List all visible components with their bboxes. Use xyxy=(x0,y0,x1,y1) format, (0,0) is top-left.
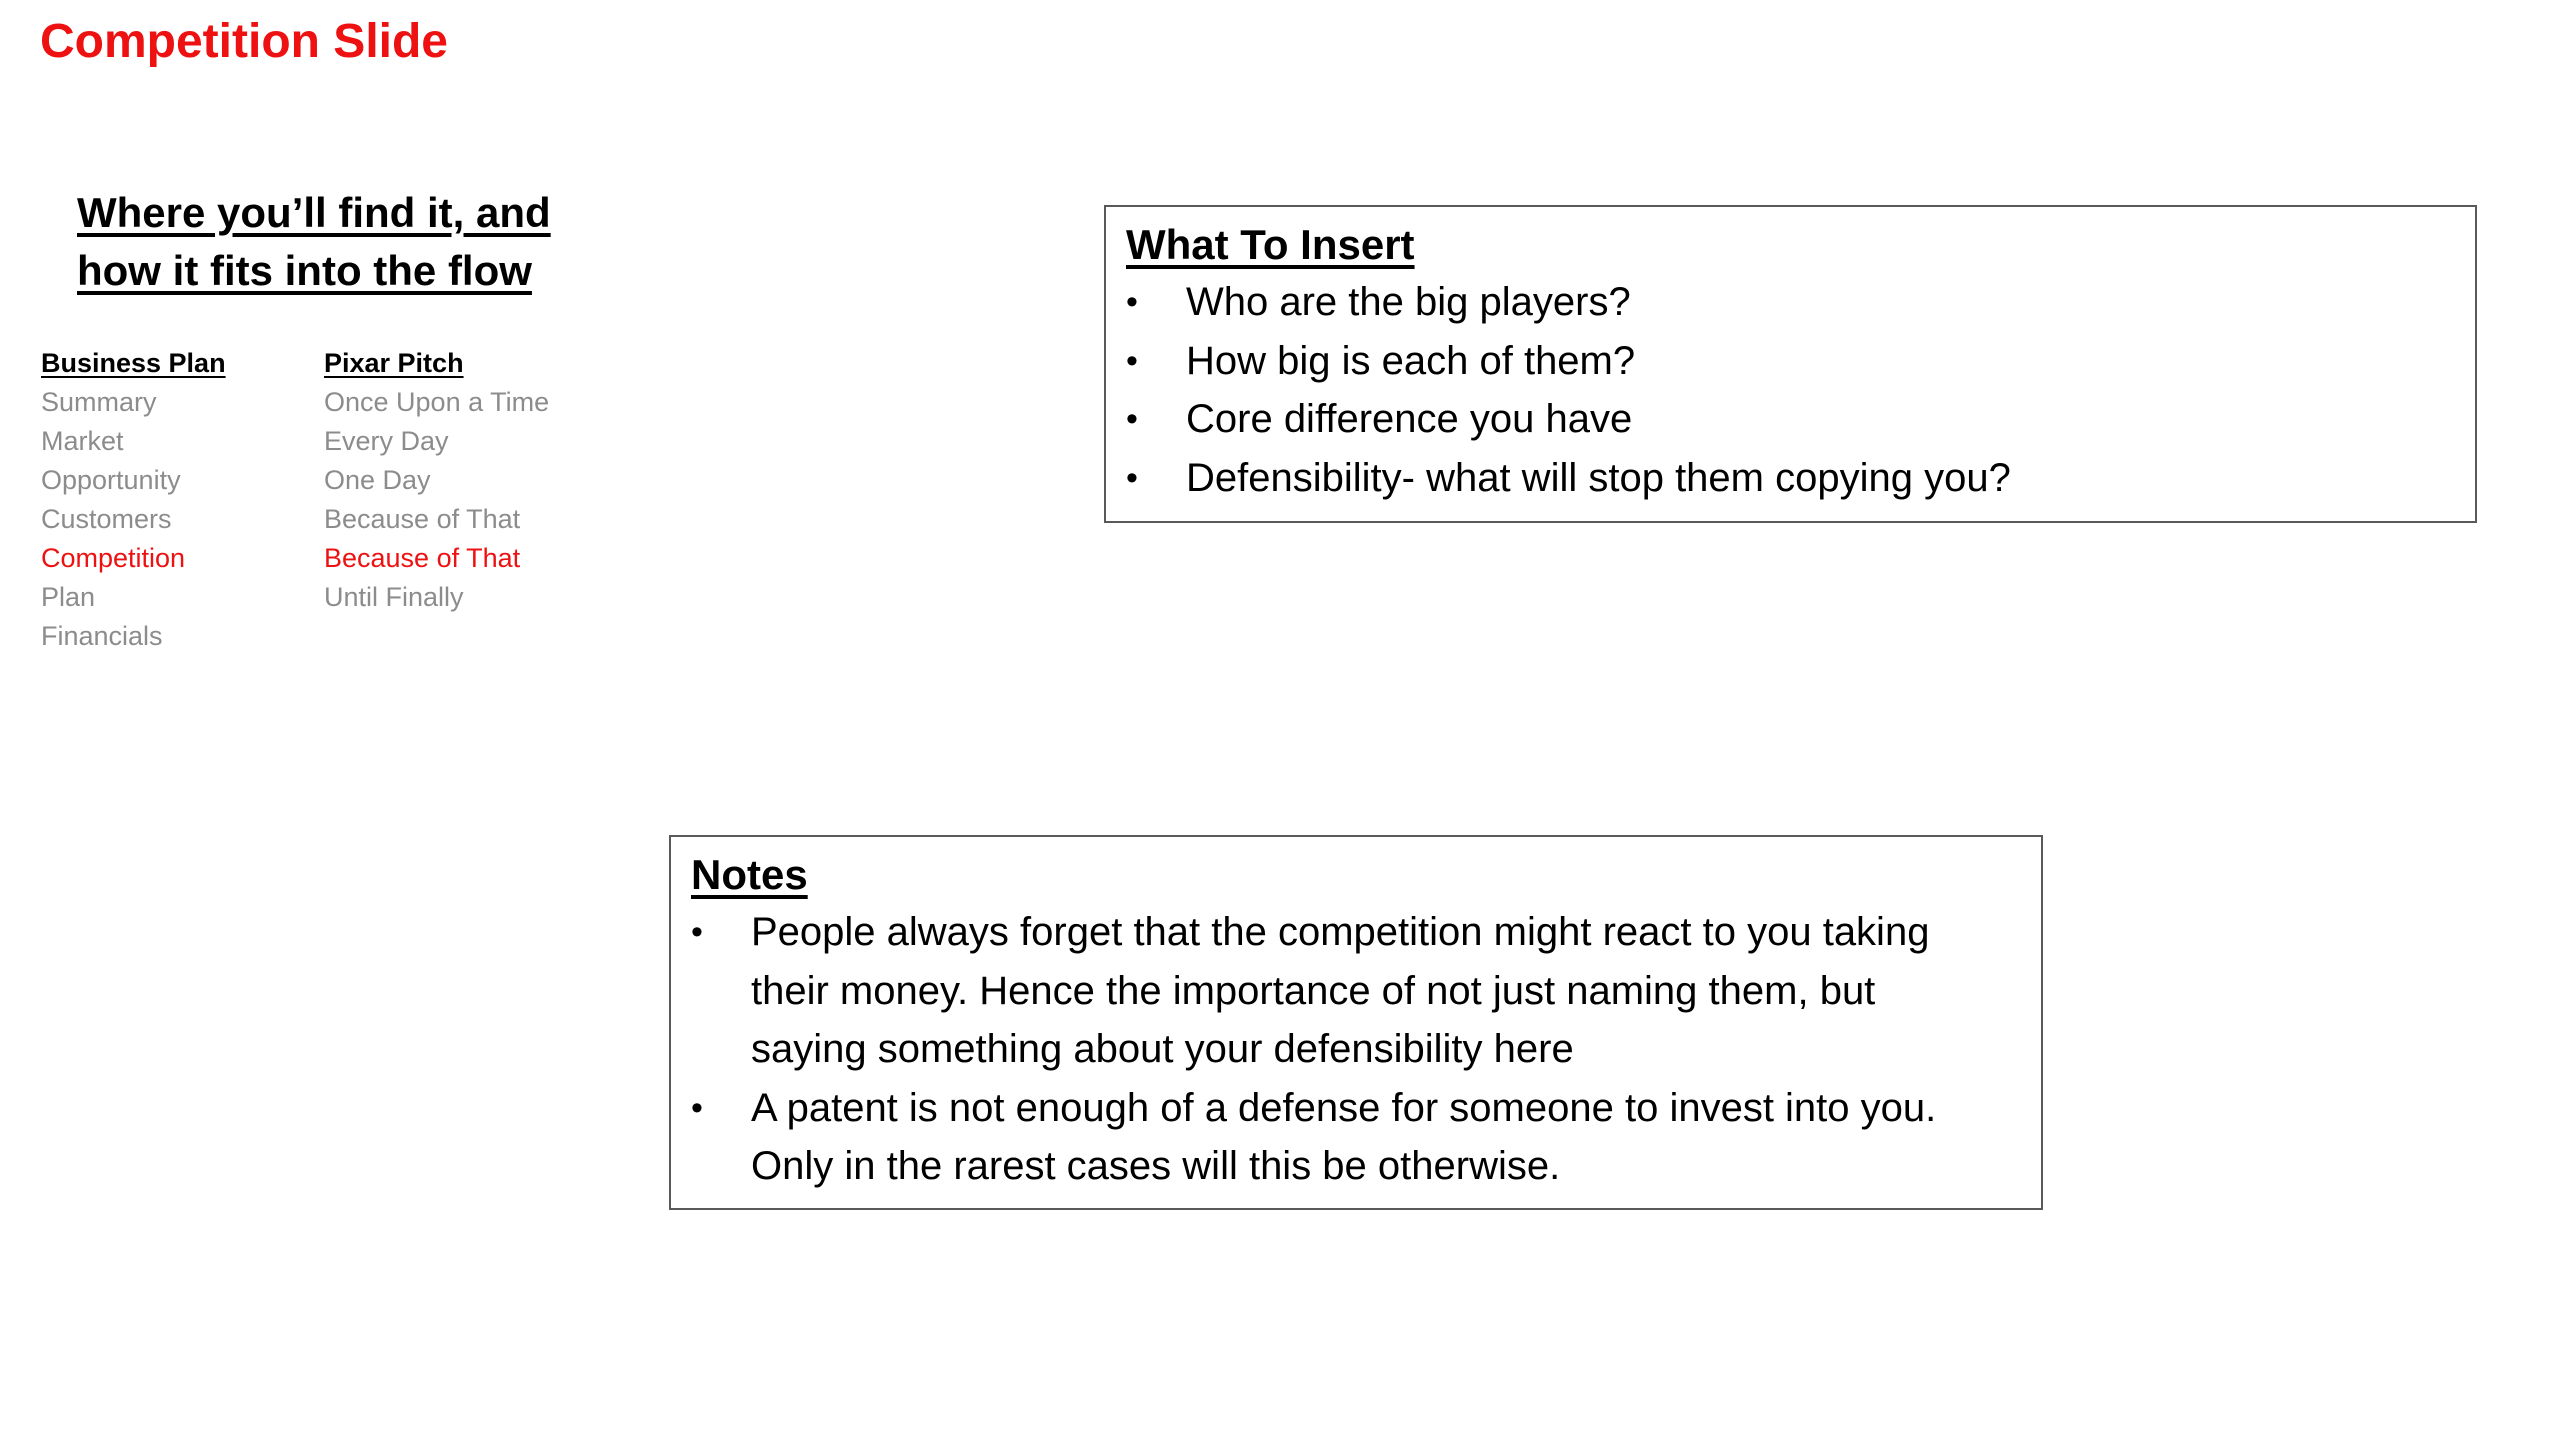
business-plan-item-financials: Financials xyxy=(41,621,163,651)
what-to-insert-text: Core difference you have xyxy=(1186,397,1633,441)
bullet-icon: • xyxy=(1126,458,1138,497)
pixar-pitch-item-once-upon-a-time: Once Upon a Time xyxy=(324,387,550,417)
pixar-pitch-item-because-of-that-2: Because of That xyxy=(324,543,521,573)
business-plan-item-opportunity: Opportunity xyxy=(41,465,181,495)
business-plan-item-customers: Customers xyxy=(41,504,172,534)
bullet-icon: • xyxy=(691,1088,703,1127)
bullet-icon: • xyxy=(691,913,703,951)
list-item xyxy=(691,903,2021,1079)
business-plan-column xyxy=(41,344,226,656)
what-to-insert-list xyxy=(1126,273,2455,507)
business-plan-item-plan: Plan xyxy=(41,582,96,612)
list-item xyxy=(1126,332,2455,391)
what-to-insert-box xyxy=(1104,205,2477,523)
business-plan-item-market: Market xyxy=(41,426,124,456)
pixar-pitch-item-because-of-that-1: Because of That xyxy=(324,504,521,534)
business-plan-header: Business Plan xyxy=(41,348,226,378)
list-item xyxy=(1126,390,2455,449)
pixar-pitch-column xyxy=(324,344,549,617)
list-item xyxy=(1126,449,2455,508)
business-plan-item-competition: Competition xyxy=(41,543,186,573)
notes-text: A patent is not enough of a defense for someone to invest into you. Only in the rarest cases will this be otherwise. xyxy=(751,1085,1937,1188)
what-to-insert-text: How big is each of them? xyxy=(1186,338,1636,383)
business-plan-item-summary: Summary xyxy=(41,387,157,417)
bullet-icon: • xyxy=(1126,400,1138,438)
notes-text: People always forget that the competition might react to you taking their money. Hence the importance of not just naming them, but saying something about your defensibility here xyxy=(751,910,1930,1071)
bullet-icon: • xyxy=(1126,283,1138,321)
bullet-icon: • xyxy=(1126,341,1138,380)
what-to-insert-title: What To Insert xyxy=(1126,221,1415,268)
flow-heading xyxy=(77,184,597,300)
flow-heading-line-1: Where you’ll find it, and xyxy=(77,189,551,236)
pixar-pitch-item-one-day: One Day xyxy=(324,465,431,495)
slide-title: Competition Slide xyxy=(40,15,448,68)
list-item xyxy=(1126,273,2455,332)
pixar-pitch-item-until-finally: Until Finally xyxy=(324,582,464,612)
pixar-pitch-header: Pixar Pitch xyxy=(324,348,464,378)
what-to-insert-text: Defensibility- what will stop them copying you? xyxy=(1186,455,2011,500)
flow-heading-line-2: how it fits into the flow xyxy=(77,247,532,294)
notes-list xyxy=(691,903,2021,1196)
what-to-insert-text: Who are the big players? xyxy=(1186,280,1631,324)
pixar-pitch-item-every-day: Every Day xyxy=(324,426,449,456)
list-item xyxy=(691,1079,2021,1196)
notes-box xyxy=(669,835,2043,1210)
notes-title: Notes xyxy=(691,851,808,898)
